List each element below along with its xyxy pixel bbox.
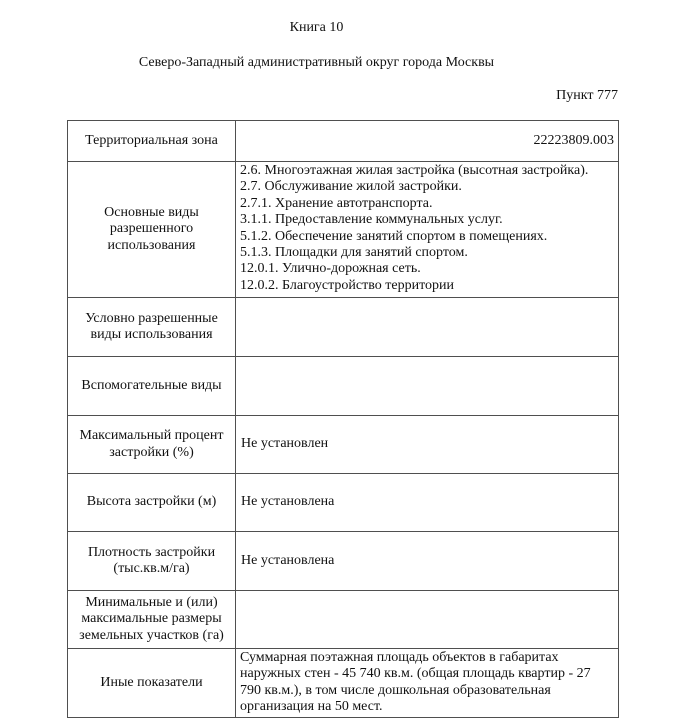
row-value-conditional-uses <box>236 298 619 357</box>
zoning-table <box>67 120 619 718</box>
table-row-auxiliary-uses <box>68 357 619 416</box>
row-value-plot-sizes <box>236 591 619 649</box>
row-value-build-density: Не установлена <box>236 532 619 591</box>
table-row-main-permitted-uses <box>68 162 619 298</box>
usage-item: 5.1.3. Площадки для занятий спортом. <box>240 245 468 261</box>
usage-item: 2.7. Обслуживание жилой застройки. <box>240 179 462 195</box>
table-row-other-indicators <box>68 649 619 718</box>
row-value-main-permitted-uses <box>236 162 619 298</box>
row-value-other-indicators: Суммарная поэтажная площадь объектов в габаритах наружных стен - 45 740 кв.м. (общая площадь квартир - 27 790 кв.м.), в том числе дошкольная образовательная организация на 50 мест. <box>236 649 619 718</box>
row-label-max-build-percent: Максимальный процент застройки (%) <box>68 416 236 474</box>
row-value-max-build-percent: Не установлен <box>236 416 619 474</box>
table-row-build-density <box>68 532 619 591</box>
table-row-build-height <box>68 474 619 532</box>
usage-item: 2.6. Многоэтажная жилая застройка (высотная застройка). <box>240 163 589 178</box>
row-label-territorial-zone: Территориальная зона <box>68 121 236 162</box>
row-label-build-height: Высота застройки (м) <box>68 474 236 532</box>
row-label-other-indicators: Иные показатели <box>68 649 236 718</box>
table-row-territorial-zone <box>68 121 619 162</box>
book-title: Книга 10 <box>289 20 344 35</box>
usage-item: 12.0.2. Благоустройство территории <box>240 277 454 293</box>
row-label-build-density: Плотность застройки (тыс.кв.м/га) <box>68 532 236 591</box>
district-title: Северо-Западный административный округ города Москвы <box>138 55 495 70</box>
table-row-max-build-percent <box>68 416 619 474</box>
row-value-auxiliary-uses <box>236 357 619 416</box>
table-row-conditional-uses <box>68 298 619 357</box>
table-row-plot-sizes <box>68 591 619 649</box>
row-label-auxiliary-uses: Вспомогательные виды <box>68 357 236 416</box>
row-value-territorial-zone: 22223809.003 <box>236 121 619 162</box>
usage-item: 5.1.2. Обеспечение занятий спортом в помещениях. <box>240 228 548 244</box>
row-value-build-height: Не установлена <box>236 474 619 532</box>
point-label: Пункт 777 <box>556 88 618 103</box>
row-label-plot-sizes: Минимальные и (или) максимальные размеры земельных участков (га) <box>68 591 236 649</box>
usage-item: 2.7.1. Хранение автотранспорта. <box>240 195 433 211</box>
row-label-main-permitted-uses: Основные виды разрешенного использования <box>68 162 236 298</box>
row-label-conditional-uses: Условно разрешенные виды использования <box>68 298 236 357</box>
usage-item: 3.1.1. Предоставление коммунальных услуг. <box>240 212 503 228</box>
document-page <box>0 20 673 726</box>
usage-item: 12.0.1. Улично-дорожная сеть. <box>240 261 421 277</box>
